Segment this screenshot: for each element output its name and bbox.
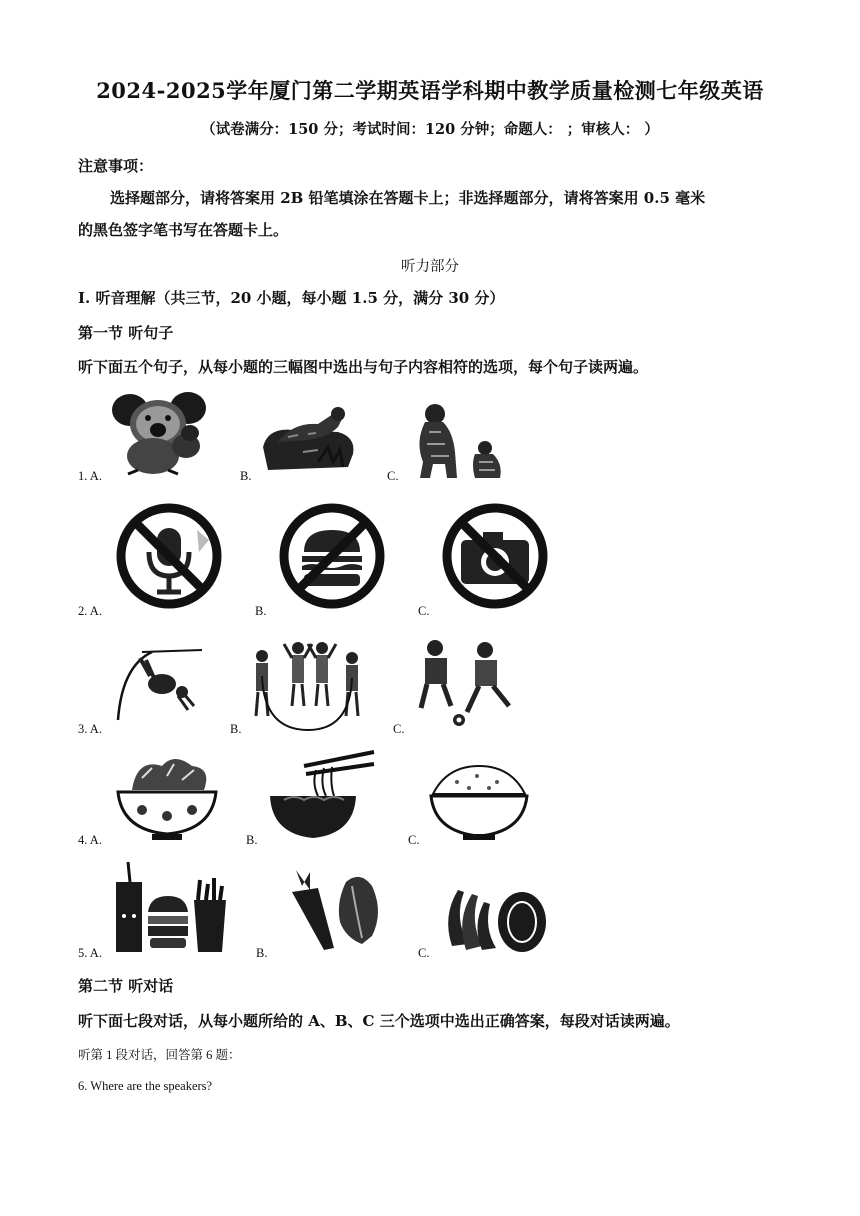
notes-line-1: 选择题部分，请将答案用 2B 铅笔填涂在答题卡上；非选择题部分，请将答案用 0.5 毫米 [110, 189, 706, 207]
page-subtitle: （试卷满分：150 分；考试时间：120 分钟；命题人： ；审核人： ） [201, 121, 659, 138]
notes-heading: 注意事项： [78, 157, 154, 175]
q4-label-a: 4. A. [78, 833, 102, 847]
question-6: 6. Where are the speakers? [78, 1079, 213, 1093]
q1-label-a: 1. A. [78, 469, 102, 483]
soccer-icon[interactable] [413, 636, 525, 728]
tiger-and-cub-icon[interactable] [405, 402, 505, 480]
part2-heading: 第二节 听对话 [78, 977, 174, 995]
rice-bowl-icon[interactable] [427, 760, 531, 842]
no-camera-icon[interactable] [439, 500, 551, 612]
no-food-icon[interactable] [276, 500, 388, 612]
q2-label-a: 2. A. [78, 604, 102, 618]
q5-label-c: C. [418, 946, 430, 960]
noodles-icon[interactable] [264, 750, 376, 850]
part1-heading: 第一节 听句子 [78, 324, 174, 342]
fruit-icon[interactable] [438, 876, 550, 956]
page-title: 2024-2025学年厦门第二学期英语学科期中教学质量检测七年级英语 [96, 78, 764, 103]
section-heading: Ⅰ. 听音理解（共三节，20 小题，每小题 1.5 分，满分 30 分） [78, 289, 505, 307]
q5-label-a: 5. A. [78, 946, 102, 960]
koala-icon[interactable] [108, 388, 213, 476]
jump-rope-icon[interactable] [250, 636, 365, 732]
q4-label-c: C. [408, 833, 420, 847]
dialogue-1-intro: 听第 1 段对话，回答第 6 题： [78, 1048, 241, 1062]
part2-instructions: 听下面七段对话，从每小题所给的 A、B、C 三个选项中选出正确答案，每段对话读两遍。 [78, 1012, 680, 1030]
vegetables-icon[interactable] [276, 866, 388, 954]
q3-label-b: B. [230, 722, 242, 736]
q5-label-b: B. [256, 946, 268, 960]
no-microphone-icon[interactable] [113, 500, 225, 612]
fast-food-icon[interactable] [108, 860, 234, 954]
notes-line-2: 的黑色签字笔书写在答题卡上。 [78, 221, 289, 239]
part-title: 听力部分 [401, 259, 459, 275]
q2-label-c: C. [418, 604, 430, 618]
leopard-on-rock-icon[interactable] [258, 392, 358, 477]
part1-instructions: 听下面五个句子，从每小题的三幅图中选出与句子内容相符的选项，每个句子读两遍。 [78, 358, 649, 376]
salad-bowl-icon[interactable] [112, 748, 222, 848]
q1-label-c: C. [387, 469, 399, 483]
q3-label-a: 3. A. [78, 722, 102, 736]
q2-label-b: B. [255, 604, 267, 618]
q1-label-b: B. [240, 469, 252, 483]
high-jump-icon[interactable] [112, 636, 208, 722]
q4-label-b: B. [246, 833, 258, 847]
q3-label-c: C. [393, 722, 405, 736]
